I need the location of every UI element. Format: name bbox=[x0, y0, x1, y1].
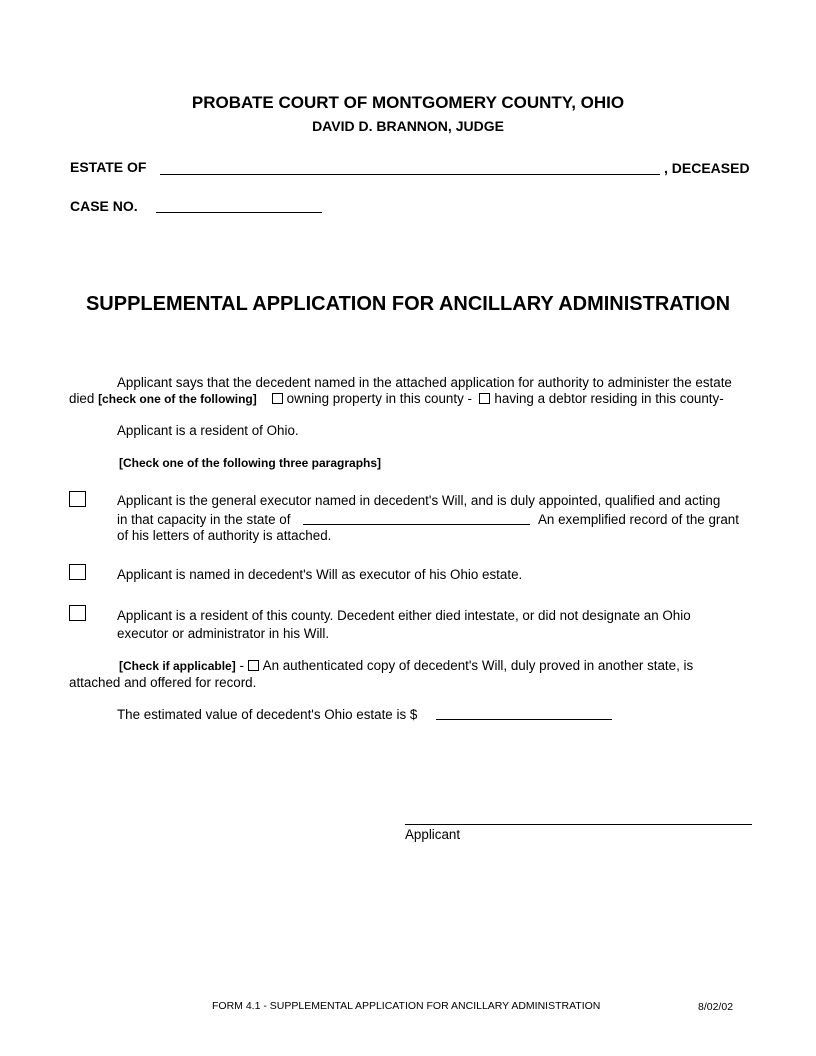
check-one-instruction: [check one of the following] bbox=[98, 392, 257, 406]
p3-line-1: Applicant is a resident of this county. Decedent either died intestate, or did not designate an Ohio bbox=[117, 608, 691, 623]
resident-statement: Applicant is a resident of Ohio. bbox=[117, 423, 299, 438]
deceased-label: , DECEASED bbox=[664, 160, 750, 176]
applicable-line-1 bbox=[119, 658, 693, 673]
check-three-instruction: [Check one of the following three paragraphs] bbox=[119, 456, 382, 470]
debtor-residing-checkbox[interactable] bbox=[479, 393, 490, 404]
signature-line[interactable] bbox=[405, 824, 752, 825]
estate-of-label: ESTATE OF bbox=[70, 159, 147, 175]
estate-name-field[interactable] bbox=[160, 174, 660, 175]
p1-line-2a: in that capacity in the state of bbox=[117, 512, 291, 527]
judge-name: DAVID D. BRANNON, JUDGE bbox=[312, 118, 504, 134]
county-resident-checkbox[interactable] bbox=[69, 605, 86, 621]
case-no-label: CASE NO. bbox=[70, 198, 138, 214]
owning-property-label: owning property in this county - bbox=[286, 391, 472, 406]
general-executor-checkbox[interactable] bbox=[69, 491, 86, 507]
footer-date: 8/02/02 bbox=[698, 1001, 734, 1013]
estimated-value-field[interactable] bbox=[436, 719, 612, 720]
authenticated-will-text: An authenticated copy of decedent's Will, duly proved in another state, is bbox=[262, 658, 694, 673]
form-title: SUPPLEMENTAL APPLICATION FOR ANCILLARY ADMINISTRATION bbox=[85, 293, 731, 315]
named-executor-checkbox[interactable] bbox=[69, 564, 86, 580]
court-name: PROBATE COURT OF MONTGOMERY COUNTY, OHIO bbox=[191, 93, 625, 112]
state-field[interactable] bbox=[303, 524, 530, 525]
estimated-value-label: The estimated value of decedent's Ohio estate is $ bbox=[117, 707, 418, 722]
check-if-applicable-label: [Check if applicable] bbox=[119, 659, 236, 673]
debtor-residing-label: having a debtor residing in this county- bbox=[494, 391, 724, 406]
p1-line-1: Applicant is the general executor named in decedent's Will, and is duly appointed, qualified and acting bbox=[117, 493, 721, 508]
owning-property-checkbox[interactable] bbox=[272, 393, 283, 404]
case-no-field[interactable] bbox=[156, 212, 322, 213]
p3-line-2: executor or administrator in his Will. bbox=[117, 626, 330, 641]
footer-form-name: FORM 4.1 - SUPPLEMENTAL APPLICATION FOR ANCILLARY ADMINISTRATION bbox=[212, 1000, 601, 1012]
intro-line-1: Applicant says that the decedent named in the attached application for authority to administer the estate bbox=[117, 375, 732, 390]
p1-line-2b: An exemplified record of the grant bbox=[538, 512, 739, 527]
applicable-dash: - bbox=[239, 658, 244, 673]
p2-text: Applicant is named in decedent's Will as executor of his Ohio estate. bbox=[117, 567, 523, 582]
authenticated-will-checkbox[interactable] bbox=[248, 660, 259, 671]
applicant-signature-label: Applicant bbox=[405, 827, 461, 842]
applicable-line-2: attached and offered for record. bbox=[69, 675, 257, 690]
died-text: died bbox=[69, 391, 95, 406]
p1-line-3: of his letters of authority is attached. bbox=[117, 528, 332, 543]
intro-line-2 bbox=[69, 391, 724, 406]
